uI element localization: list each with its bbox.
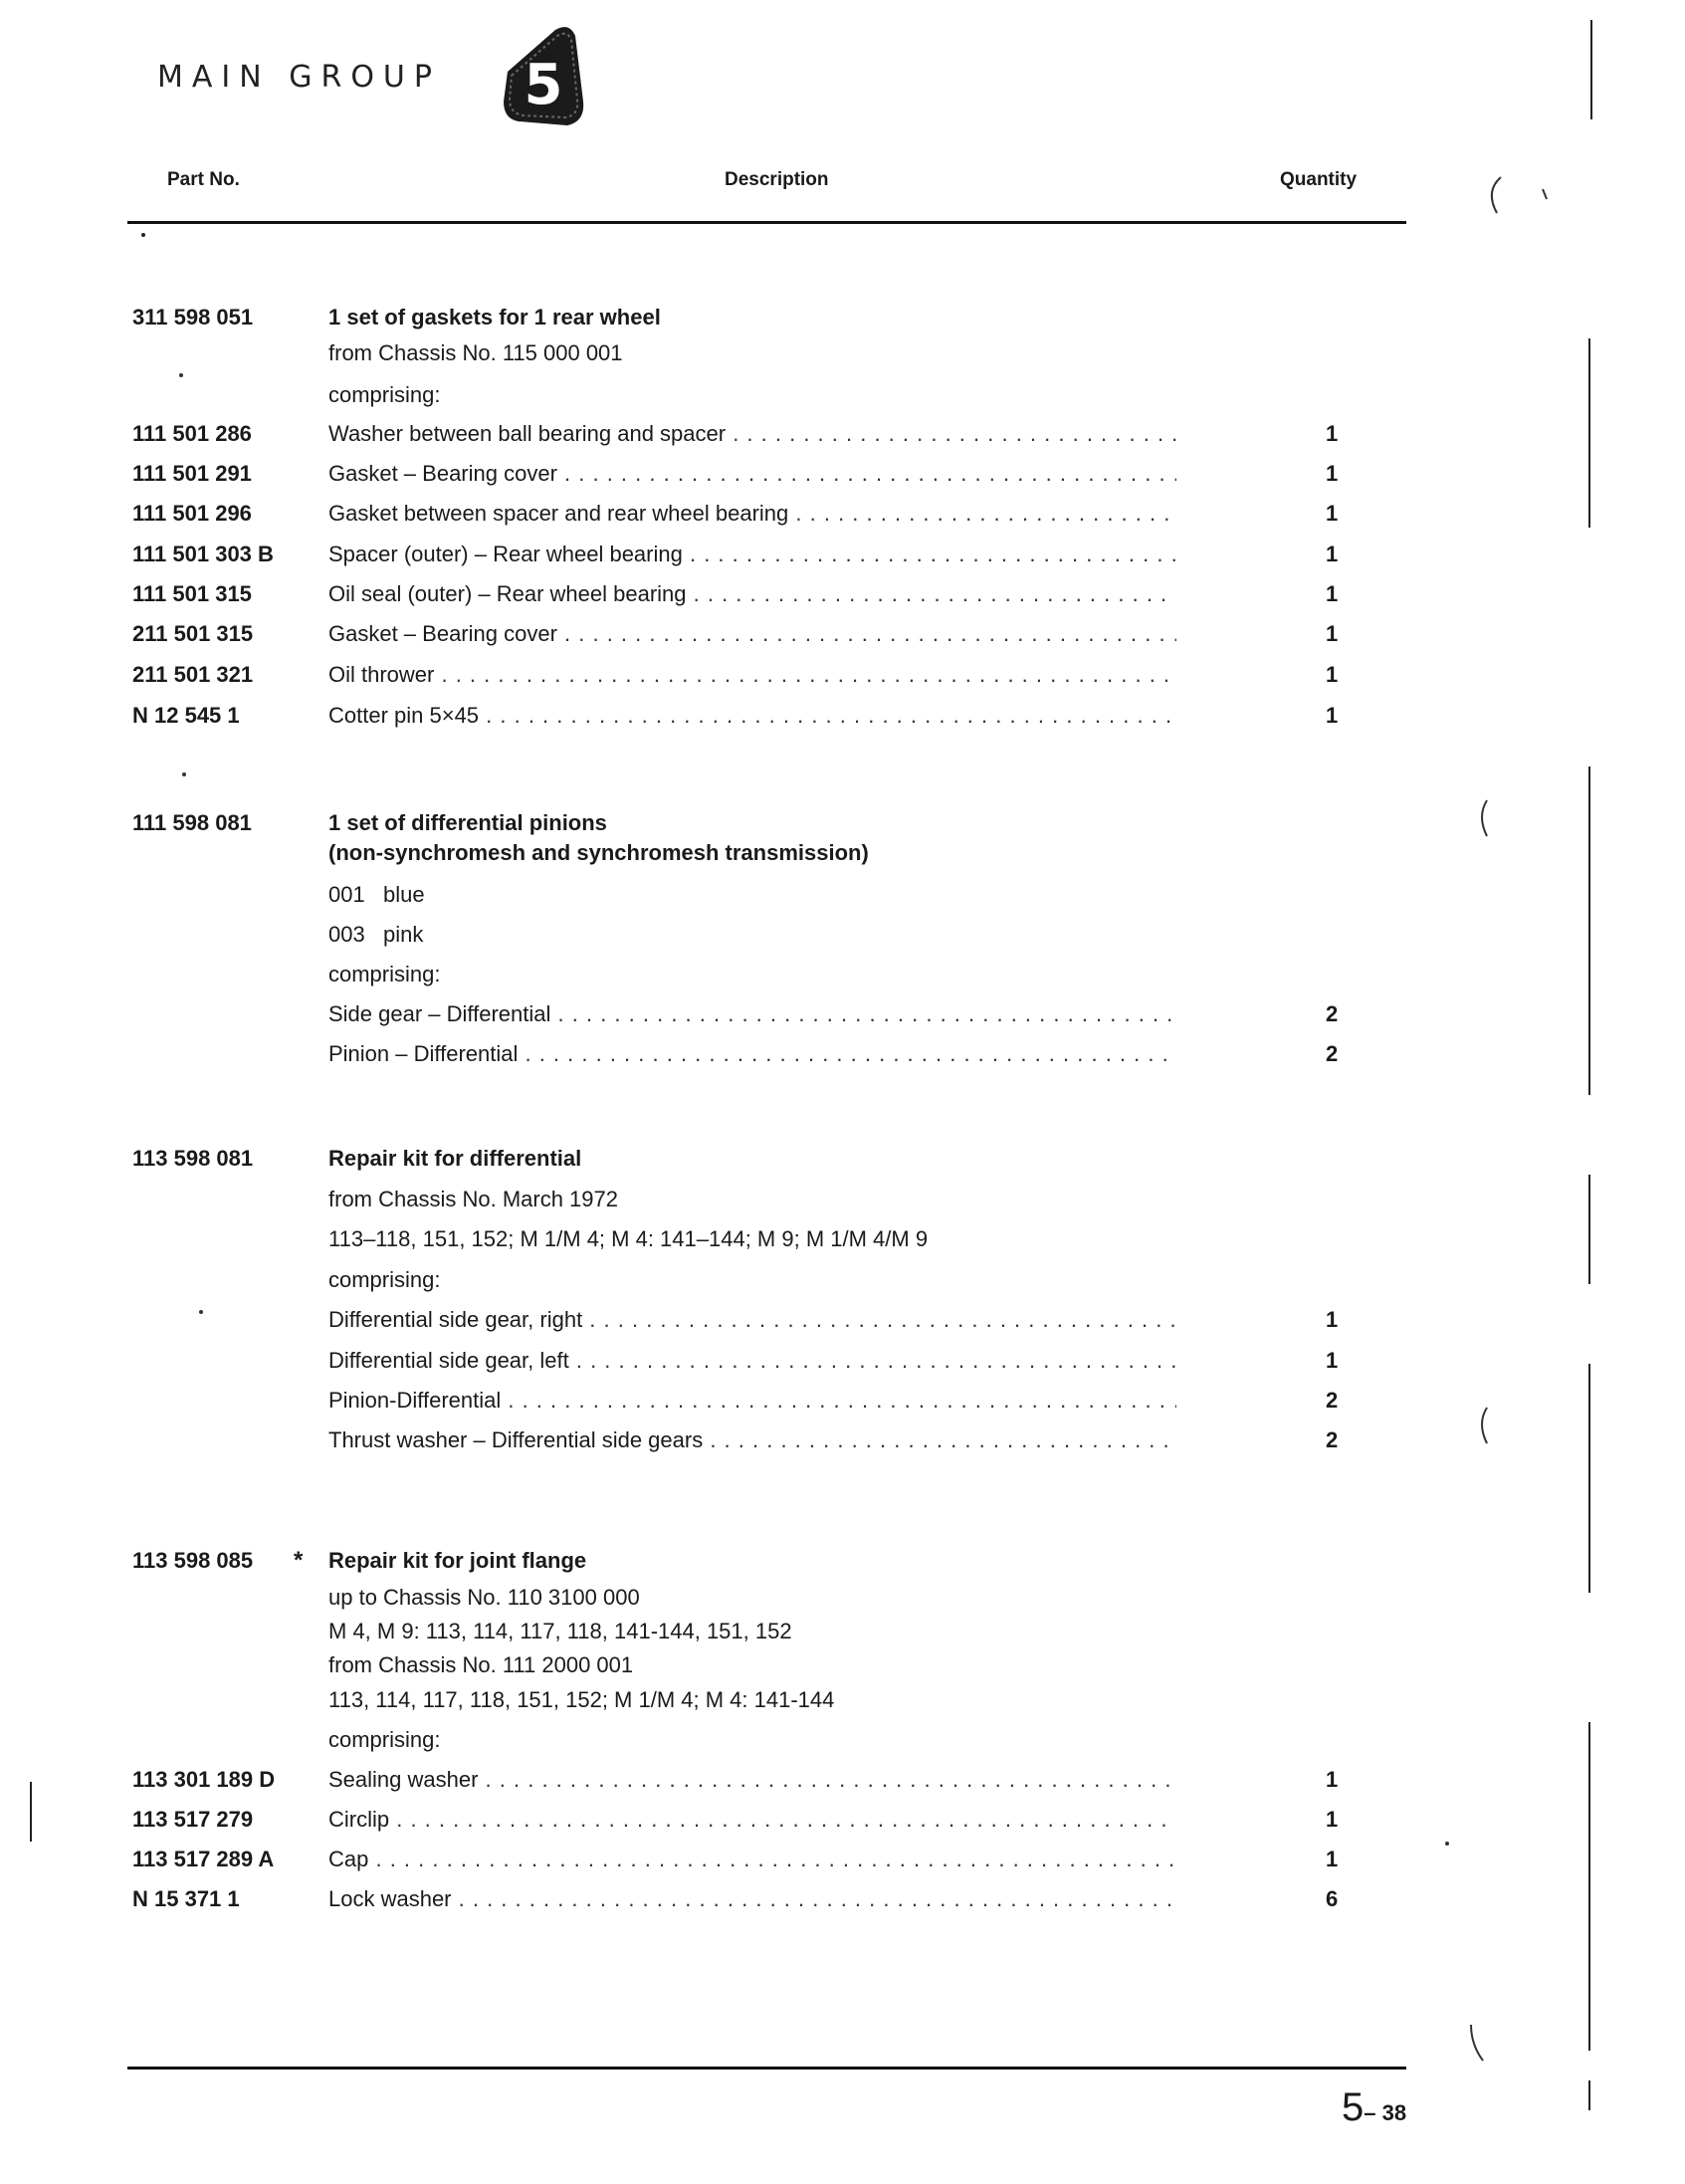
list-item xyxy=(0,660,1685,690)
list-item xyxy=(0,1650,1685,1680)
description: Differential side gear, right . . . xyxy=(328,1305,1176,1335)
binding-edge-mark xyxy=(30,1782,32,1842)
list-item xyxy=(0,880,1685,910)
footer-rule xyxy=(127,2067,1406,2070)
list-item xyxy=(0,808,1685,838)
quantity: 2 xyxy=(1326,1427,1339,1452)
part-number: 113 301 189 D xyxy=(132,1767,276,1792)
scan-speck xyxy=(182,772,186,776)
description: Cap . . . xyxy=(328,1845,1176,1874)
description: Sealing washer . . . xyxy=(328,1765,1176,1795)
quantity: 1 xyxy=(1326,662,1339,687)
description: (non-synchromesh and synchromesh transmission) xyxy=(328,840,869,865)
quantity: 2 xyxy=(1326,1388,1339,1413)
description: from Chassis No. March 1972 xyxy=(328,1187,618,1211)
quantity: 1 xyxy=(1326,1307,1339,1332)
part-number: 211 501 315 xyxy=(132,621,254,646)
list-item xyxy=(0,1617,1685,1646)
description: 1 set of gaskets for 1 rear wheel xyxy=(328,305,661,329)
scan-speck xyxy=(141,233,145,237)
list-item xyxy=(0,1386,1685,1416)
description: Spacer (outer) – Rear wheel bearing . . . xyxy=(328,540,1176,569)
list-item xyxy=(0,920,1685,950)
list-item xyxy=(0,540,1685,569)
description: Circlip . . . xyxy=(328,1805,1176,1835)
description: comprising: xyxy=(328,962,441,986)
description: from Chassis No. 111 2000 001 xyxy=(328,1652,634,1677)
list-item xyxy=(0,419,1685,449)
description: Oil seal (outer) – Rear wheel bearing . . . xyxy=(328,579,1176,609)
description: Pinion – Differential . . . xyxy=(328,1039,1176,1069)
list-item xyxy=(0,701,1685,731)
description: 113–118, 151, 152; M 1/M 4; M 4: 141–144; M 9; M 1/M 4/M 9 xyxy=(328,1226,929,1251)
part-number: 311 598 051 xyxy=(132,305,254,329)
quantity: 1 xyxy=(1326,542,1339,566)
list-item xyxy=(0,1884,1685,1914)
part-number: 111 598 081 xyxy=(132,810,252,835)
scan-speck xyxy=(1445,1842,1449,1846)
list-item xyxy=(0,459,1685,489)
description: Repair kit for differential xyxy=(328,1146,582,1171)
part-number: 111 501 286 xyxy=(132,421,252,446)
description: 1 set of differential pinions xyxy=(328,810,607,835)
list-item xyxy=(0,1685,1685,1715)
list-item xyxy=(0,1346,1685,1376)
page-number-main: 5 xyxy=(1342,2085,1365,2129)
list-item xyxy=(0,1144,1685,1174)
scan-artifact xyxy=(1483,169,1582,229)
group-number: 5 xyxy=(524,53,563,117)
list-item xyxy=(0,1583,1685,1613)
list-item xyxy=(0,1725,1685,1755)
part-number: 211 501 321 xyxy=(132,662,254,687)
list-item xyxy=(0,1425,1685,1455)
description: 003 pink xyxy=(328,922,424,947)
description: up to Chassis No. 110 3100 000 xyxy=(328,1585,640,1610)
list-item xyxy=(0,1805,1685,1835)
quantity: 2 xyxy=(1326,1041,1339,1066)
quantity: 1 xyxy=(1326,621,1339,646)
quantity: 1 xyxy=(1326,501,1339,526)
binding-edge-mark xyxy=(1590,20,1592,119)
list-item xyxy=(0,999,1685,1029)
list-item xyxy=(0,338,1685,368)
column-header-quantity: Quantity xyxy=(1280,169,1358,190)
asterisk-marker: * xyxy=(294,1547,304,1574)
list-item xyxy=(0,499,1685,529)
description: Lock washer . . . xyxy=(328,1884,1176,1914)
scan-artifact xyxy=(1473,796,1503,846)
group-number-badge xyxy=(498,22,587,133)
list-item xyxy=(0,303,1685,332)
quantity: 1 xyxy=(1326,421,1339,446)
part-number: 113 517 289 A xyxy=(132,1847,275,1871)
description: Gasket – Bearing cover . . . xyxy=(328,459,1176,489)
list-item xyxy=(0,838,1685,868)
page-number-sub: – 38 xyxy=(1364,2100,1407,2125)
part-number: 111 501 303 B xyxy=(132,542,274,566)
part-number: N 15 371 1 xyxy=(132,1886,240,1911)
quantity: 1 xyxy=(1326,581,1339,606)
list-item xyxy=(0,1845,1685,1874)
part-number: 113 598 081 xyxy=(132,1146,254,1171)
column-header-description: Description xyxy=(725,169,829,190)
list-item xyxy=(0,380,1685,410)
quantity: 1 xyxy=(1326,1807,1339,1832)
description: Gasket between spacer and rear wheel bearing . . . xyxy=(328,499,1176,529)
list-item xyxy=(0,1185,1685,1214)
part-number: 111 501 291 xyxy=(132,461,252,486)
quantity: 2 xyxy=(1326,1001,1339,1026)
part-number: 113 517 279 xyxy=(132,1807,254,1832)
quantity: 1 xyxy=(1326,703,1339,728)
description: M 4, M 9: 113, 114, 117, 118, 141-144, 151, 152 xyxy=(328,1619,792,1643)
list-item xyxy=(0,1765,1685,1795)
description: Repair kit for joint flange xyxy=(328,1548,587,1573)
part-number: 113 598 085 xyxy=(132,1548,254,1573)
description: Cotter pin 5×45 . . . xyxy=(328,701,1176,731)
binding-edge-mark xyxy=(1588,2080,1590,2110)
list-item xyxy=(0,1265,1685,1295)
part-number: 111 501 315 xyxy=(132,581,252,606)
description: Gasket – Bearing cover . . . xyxy=(328,619,1176,649)
list-item xyxy=(0,619,1685,649)
list-item xyxy=(0,1546,1685,1576)
list-item xyxy=(0,1305,1685,1335)
part-number: N 12 545 1 xyxy=(132,703,240,728)
binding-edge-mark xyxy=(1588,766,1590,1095)
description: Pinion-Differential . . . xyxy=(328,1386,1176,1416)
description: from Chassis No. 115 000 001 xyxy=(328,340,623,365)
description: comprising: xyxy=(328,1727,441,1752)
description: Thrust washer – Differential side gears . . . xyxy=(328,1425,1176,1455)
page-number xyxy=(1342,2085,1406,2130)
binding-edge-mark xyxy=(1588,1364,1590,1593)
description: Washer between ball bearing and spacer . . . xyxy=(328,419,1176,449)
description: comprising: xyxy=(328,1267,441,1292)
quantity: 1 xyxy=(1326,1767,1339,1792)
description: Differential side gear, left . . . xyxy=(328,1346,1176,1376)
list-item xyxy=(0,579,1685,609)
binding-edge-mark xyxy=(1588,1175,1590,1284)
quantity: 1 xyxy=(1326,1847,1339,1871)
quantity: 6 xyxy=(1326,1886,1339,1911)
scan-artifact xyxy=(1473,1404,1503,1453)
list-item xyxy=(0,1039,1685,1069)
quantity: 1 xyxy=(1326,1348,1339,1373)
main-group-label: MAIN GROUP xyxy=(157,60,441,95)
description: 001 blue xyxy=(328,882,425,907)
column-header-part-no: Part No. xyxy=(167,169,240,190)
description: Oil thrower . . . xyxy=(328,660,1176,690)
list-item xyxy=(0,960,1685,989)
list-item xyxy=(0,1224,1685,1254)
scan-speck xyxy=(199,1310,203,1314)
quantity: 1 xyxy=(1326,461,1339,486)
header-rule xyxy=(127,221,1406,224)
description: 113, 114, 117, 118, 151, 152; M 1/M 4; M 4: 141-144 xyxy=(328,1687,835,1712)
binding-edge-mark xyxy=(1588,338,1590,528)
description: Side gear – Differential . . . xyxy=(328,999,1176,1029)
description: comprising: xyxy=(328,382,441,407)
scan-speck xyxy=(179,373,183,377)
binding-edge-mark xyxy=(1588,1722,1590,2051)
part-number: 111 501 296 xyxy=(132,501,252,526)
scan-artifact xyxy=(1463,2021,1493,2071)
